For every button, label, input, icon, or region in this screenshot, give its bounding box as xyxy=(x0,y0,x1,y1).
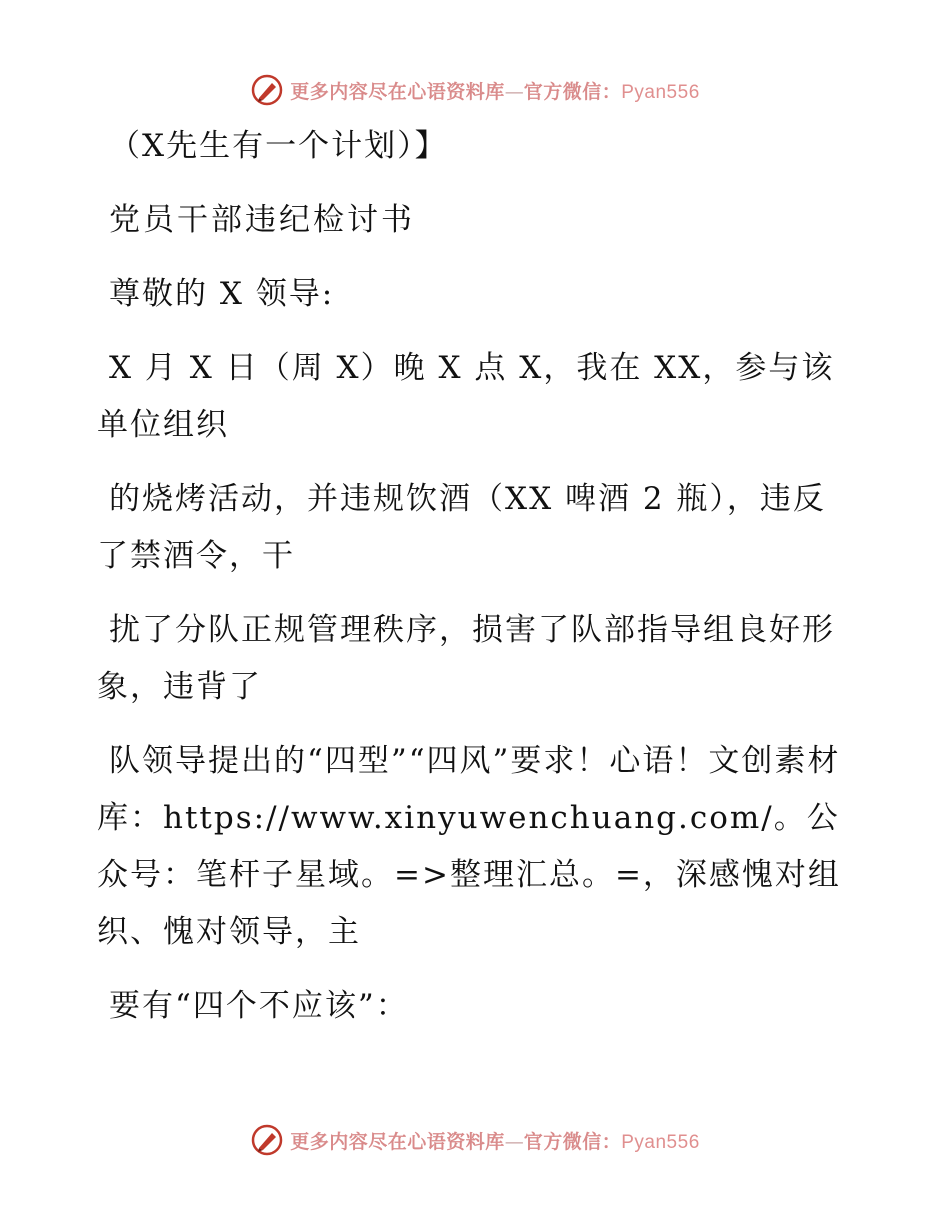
watermark-text: 更多内容尽在心语资料库—官方微信：Pyan556 xyxy=(290,80,700,103)
doc-paragraph: 扰了分队正规管理秩序，损害了队部指导组良好形象，违背了 xyxy=(97,612,835,705)
watermark-text: 更多内容尽在心语资料库—官方微信：Pyan556 xyxy=(290,1130,700,1153)
doc-paragraph: 的烧烤活动，并违规饮酒（XX 啤酒 2 瓶），违反了禁酒令，干 xyxy=(97,481,826,574)
watermark-header xyxy=(0,70,950,110)
doc-salutation: 尊敬的 X 领导: xyxy=(109,276,335,312)
watermark-footer xyxy=(0,1120,950,1160)
doc-paragraph: 队领导提出的“四型”“四风”要求！心语！文创素材库：https://www.xinyuwenchuang.com/。公众号：笔杆子星域。=>整理汇总。=，深感愧对组织、愧对领导，主 xyxy=(97,743,841,950)
pen-nib-logo-icon xyxy=(250,73,284,107)
document-body xyxy=(97,118,857,1052)
doc-paragraph: 要有“四个不应该”： xyxy=(109,988,409,1024)
pen-nib-logo-icon xyxy=(250,1123,284,1157)
doc-paragraph: （X先生有一个计划）】 xyxy=(109,128,448,164)
doc-paragraph: X 月 X 日（周 X）晚 X 点 X，我在 XX，参与该单位组织 xyxy=(97,350,835,443)
doc-title: 党员干部违纪检讨书 xyxy=(109,202,415,238)
